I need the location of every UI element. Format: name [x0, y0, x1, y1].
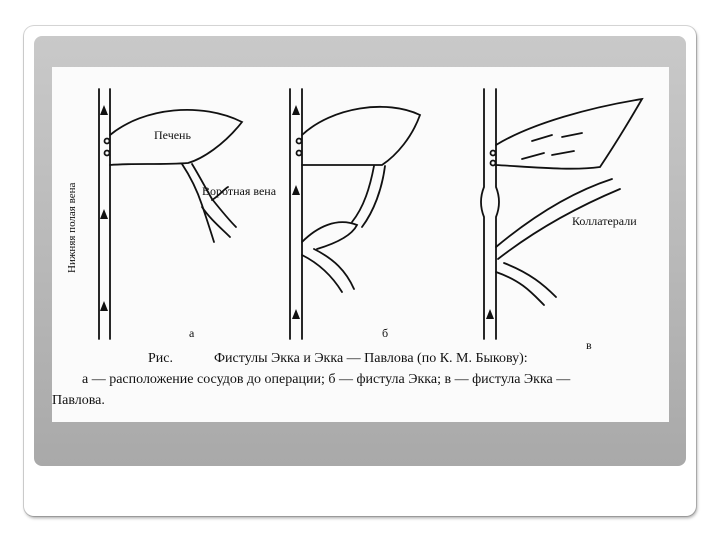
panel-a-valve [105, 139, 110, 144]
panel-c-valve [491, 151, 496, 156]
flow-arrow-icon [100, 209, 108, 219]
panel-c-liver [496, 99, 642, 169]
vessel-diagram [52, 67, 669, 422]
caption-line-3: Павлова. [52, 393, 105, 408]
panel-b-portal-inflow [314, 249, 354, 289]
panel-a-valve [105, 151, 110, 156]
flow-arrow-icon [486, 309, 494, 319]
panel-c-collateral-vessel [496, 179, 612, 247]
vena-cava-label: Нижняя полая вена [66, 182, 78, 273]
portal-vein-label: Воротная вена [202, 184, 277, 198]
panel-a-drawing [99, 89, 242, 339]
flow-arrow-icon [100, 301, 108, 311]
panel-b-portal-inflow [302, 255, 342, 292]
collaterals-label: Коллатерали [572, 214, 637, 228]
panel-letter-c: в [586, 338, 592, 352]
flow-arrow-icon [292, 105, 300, 115]
figure-scan [52, 67, 669, 422]
panel-b-valve [297, 139, 302, 144]
panel-b-fistula [302, 222, 357, 249]
panel-letter-b: б [382, 326, 389, 340]
panel-c-retrograde-arrow [522, 153, 544, 159]
panel-b-drawing [290, 89, 420, 339]
panel-c-retrograde-arrow [562, 133, 582, 137]
caption-line-2: а — расположение сосудов до операции; б — фистула Экка; в — фистула Экка — [82, 372, 571, 387]
flow-arrow-icon [292, 309, 300, 319]
panel-a-portal-branch [202, 207, 230, 237]
panel-c-vena-cava-right-wall [496, 89, 499, 339]
panel-c-vena-cava-left-wall [481, 89, 484, 339]
panel-b-liver [302, 107, 420, 165]
panel-c-retrograde-arrow [532, 135, 552, 141]
caption-title: Фистулы Экка и Экка — Павлова (по К. М. Быкову): [214, 351, 528, 366]
panel-c-portal-inflow [496, 272, 544, 305]
liver-label: Печень [154, 128, 191, 142]
panel-b-valve [297, 151, 302, 156]
panel-letter-a: а [189, 326, 195, 340]
panel-c-retrograde-arrow [552, 151, 574, 155]
panel-c-valve [491, 161, 496, 166]
flow-arrow-icon [100, 105, 108, 115]
caption-prefix: Рис. [148, 351, 173, 366]
flow-arrow-icon [292, 185, 300, 195]
